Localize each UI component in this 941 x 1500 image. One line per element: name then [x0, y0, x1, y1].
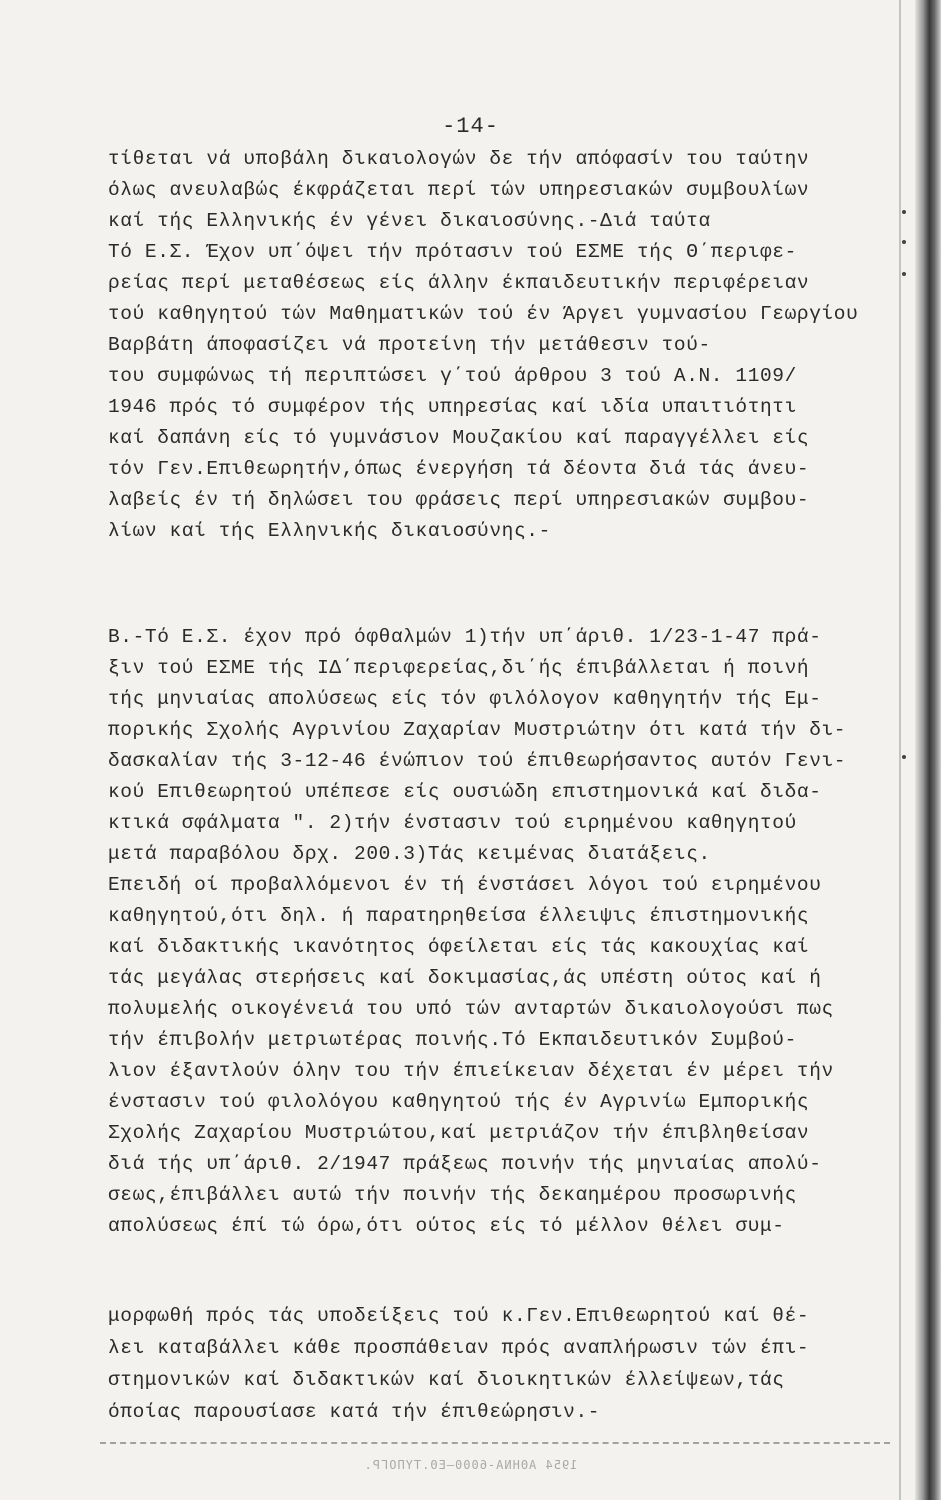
text-line: διά τής υπ΄άριθ. 2/1947 πράξεως ποινήν τής μηνιαίας απολύ- [108, 1153, 822, 1175]
binding-shadow-line [899, 0, 901, 1500]
paragraph-1 [108, 144, 898, 547]
text-line: πολυμελής οικογένειά του υπό τών ανταρτών δικαιολογούσι πως [108, 998, 834, 1020]
text-line: τάς μεγάλας στερήσεις καί δοκιμασίας,άς υπέστη ούτος καί ή [108, 967, 822, 989]
text-line: Β.-Τό Ε.Σ. έχον πρό όφθαλμών 1)τήν υπ΄άριθ. 1/23-1-47 πρά- [108, 626, 822, 648]
text-line: σεως,έπιβάλλει αυτώ τήν ποινήν τής δεκαημέρου προσωρινής [108, 1184, 797, 1206]
text-line: τήν έπιβολήν μετριωτέρας ποινής.Τό Εκπαιδευτικόν Συμβού- [108, 1029, 797, 1051]
text-line: 1946 πρός τό συμφέρον τής υπηρεσίας καί ιδία υπαιτιότητι [108, 396, 797, 418]
bottom-dashed-rule [100, 1442, 890, 1444]
text-line: ξιν τού ΕΣΜΕ τής ΙΔ΄περιφερείας,δι΄ής έπιβάλλεται ή ποινή [108, 657, 810, 679]
text-line: Τό Ε.Σ. Έχον υπ΄όψει τήν πρότασιν τού ΕΣΜΕ τής Θ΄περιφε- [108, 241, 797, 263]
text-line: Επειδή οί προβαλλόμενοι έν τή ένστάσει λόγοι τού ειρημένου [108, 874, 822, 896]
binding-edge [915, 0, 941, 1500]
text-line: κτικά σφάλματα ". 2)τήν ένστασιν τού ειρημένου καθηγητού [108, 812, 797, 834]
paragraph-2 [108, 622, 898, 1242]
text-line: ρείας περί μεταθέσεως είς άλλην έκπαιδευτικήν περιφέρειαν [108, 272, 810, 294]
text-line: κού Επιθεωρητού υπέπεσε είς ουσιώδη επιστημονικά καί διδα- [108, 781, 822, 803]
text-line: δασκαλίαν τής 3-12-46 ένώπιον τού έπιθεωρήσαντος αυτόν Γενι- [108, 750, 847, 772]
text-line: λαβείς έν τή δηλώσει του φράσεις περί υπηρεσιακών συμβου- [108, 489, 810, 511]
text-line: καί δαπάνη είς τό γυμνάσιον Μουζακίου καί παραγγέλλει είς [108, 427, 810, 449]
footer-printer-mark: 1954 ΑΘΗΝΑ-6000—ΕΘ.ΤΥΠΟΓΡ. [363, 1458, 578, 1472]
text-line: καθηγητού,ότι δηλ. ή παρατηρηθείσα έλλειψις έπιστημονικής [108, 905, 810, 927]
text-line: ένστασιν τού φιλολόγου καθηγητού τής έν Αγρινίω Εμπορικής [108, 1091, 810, 1113]
text-line: πορικής Σχολής Αγρινίου Ζαχαρίαν Μυστριώτην ότι κατά τήν δι- [108, 719, 847, 741]
text-line: στημονικών καί διδακτικών καί διοικητικών έλλείψεων,τάς [108, 1369, 785, 1391]
text-line: λίων καί τής Ελληνικής δικαιοσύνης.- [108, 520, 551, 542]
text-line: τού καθηγητού τών Μαθηματικών τού έν Άργει γυμνασίου Γεωργίου [108, 303, 859, 325]
text-line: απολύσεως έπί τώ όρω,ότι ούτος είς τό μέλλον θέλει συμ- [108, 1215, 785, 1237]
text-line: τίθεται νά υποβάλη δικαιολογών δε τήν απόφασίν του ταύτην [108, 148, 810, 170]
text-line: Βαρβάτη άποφασίζει νά προτείνη τήν μετάθεσιν τού- [108, 334, 711, 356]
paragraph-3 [108, 1300, 898, 1428]
text-line: του συμφώνως τή περιπτώσει γ΄τού άρθρου 3 τού Α.Ν. 1109/ [108, 365, 797, 387]
margin-dot [902, 210, 906, 214]
text-line: μετά παραβόλου δρχ. 200.3)Τάς κειμένας διατάξεις. [108, 843, 711, 865]
text-line: μορφωθή πρός τάς υποδείξεις τού κ.Γεν.Επιθεωρητού καί θέ- [108, 1305, 810, 1327]
text-line: τής μηνιαίας απολύσεως είς τόν φιλόλογον καθηγητήν τής Εμ- [108, 688, 822, 710]
page-number: -14- [442, 114, 499, 139]
text-line: όλως ανευλαβώς έκφράζεται περί τών υπηρεσιακών συμβουλίων [108, 179, 810, 201]
margin-dot [902, 240, 906, 244]
margin-dot [902, 755, 906, 759]
text-line: όποίας παρουσίασε κατά τήν έπιθεώρησιν.- [108, 1401, 601, 1423]
margin-dot [902, 272, 906, 276]
text-line: καί διδακτικής ικανότητος όφείλεται είς τάς κακουχίας καί [108, 936, 810, 958]
text-line: λει καταβάλλει κάθε προσπάθειαν πρός αναπλήρωσιν τών έπι- [108, 1337, 810, 1359]
text-line: λιον έξαντλούν όλην του τήν έπιείκειαν δέχεται έν μέρει τήν [108, 1060, 834, 1082]
text-line: Σχολής Ζαχαρίου Μυστριώτου,καί μετριάζον τήν έπιβληθείσαν [108, 1122, 810, 1144]
text-line: τόν Γεν.Επιθεωρητήν,όπως ένεργήση τά δέοντα διά τάς άνευ- [108, 458, 810, 480]
text-line: καί τής Ελληνικής έν γένει δικαιοσύνης.-Διά ταύτα [108, 210, 711, 232]
